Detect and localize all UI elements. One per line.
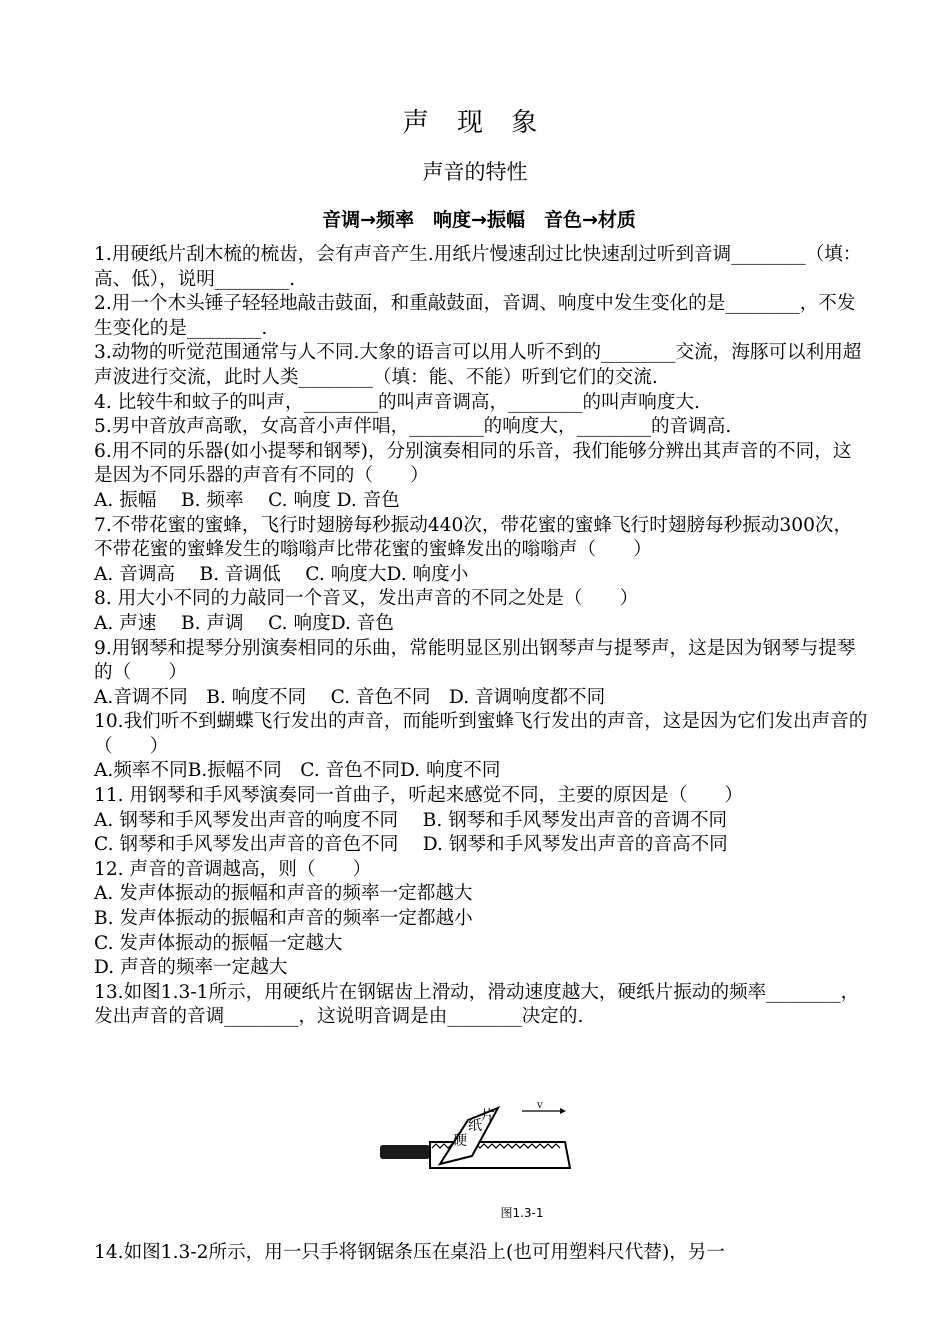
question-1: 1.用硬纸片刮木梳的梳齿，会有声音产生.用纸片慢速刮过比快速刮过听到音调________（填：高、低），说明________.: [94, 244, 862, 290]
velocity-label: v: [537, 1100, 543, 1111]
question-12-option-d: D. 声音的频率一定越大: [94, 957, 288, 979]
question-12-option-c: C. 发声体振动的振幅一定越大: [94, 932, 343, 954]
card-label-1: 硬: [453, 1133, 467, 1149]
question-12-option-b: B. 发声体振动的振幅和声音的频率一定都越小: [94, 908, 473, 930]
question-7: 7.不带花蜜的蜜蜂，飞行时翅膀每秒振动440次，带花蜜的蜜蜂飞行时翅膀每秒振动300次，不带花蜜的蜜蜂发生的嗡嗡声比带花蜜的蜜蜂发出的嗡嗡声（ ）: [94, 514, 853, 561]
velocity-arrowhead: [560, 1108, 566, 1114]
question-11-options-ab: A. 钢琴和手风琴发出声音的响度不同 B. 钢琴和手风琴发出声音的音调不同: [94, 809, 728, 831]
question-9: 9.用钢琴和提琴分别演奏相同的乐曲，常能明显区别出钢琴声与提琴声，这是因为钢琴与提琴的（ ）: [94, 637, 856, 684]
question-12: 12. 声音的音调越高，则（ ）: [94, 858, 372, 880]
question-11-options-cd: C. 钢琴和手风琴发出声音的音色不同 D. 钢琴和手风琴发出声音的音高不同: [94, 834, 728, 856]
question-12-option-a: A. 发声体振动的振幅和声音的频率一定都越大: [94, 883, 473, 905]
saw-handle: [380, 1145, 430, 1159]
card-label-3: 片: [481, 1108, 495, 1124]
question-8-options: A. 声速 B. 声调 C. 响度D. 音色: [94, 612, 394, 634]
question-list: [94, 243, 869, 1030]
question-13: 13.如图1.3-1所示，用硬纸片在钢锯齿上滑动，滑动速度越大，硬纸片振动的频率________，发出声音的音调________，这说明音调是由________决定的.: [94, 981, 860, 1028]
question-2: 2.用一个木头锤子轻轻地敲击鼓面，和重敲鼓面，音调、响度中发生变化的是________，不发生变化的是________.: [94, 293, 856, 339]
question-list-continued: [94, 1241, 869, 1266]
saw-and-card-figure: [380, 1098, 575, 1170]
figure-caption: 图1.3-1: [500, 1206, 544, 1220]
question-11: 11. 用钢琴和手风琴演奏同一首曲子，听起来感觉不同，主要的原因是（ ）: [94, 785, 744, 807]
question-9-options: A.音调不同 B. 响度不同 C. 音色不同 D. 音调响度都不同: [94, 686, 606, 708]
question-3: 3.动物的听觉范围通常与人不同.大象的语言可以用人听不到的________交流，海豚可以利用超声波进行交流，此时人类________（填：能、不能）听到它们的交流.: [94, 342, 862, 388]
question-5: 5.男中音放声高歌，女高音小声伴唱，________的响度大，________的音调高.: [94, 416, 732, 438]
key-points: 音调→频率 响度→振幅 音色→材质: [322, 209, 636, 231]
question-10: 10.我们听不到蝴蝶飞行发出的声音，而能听到蜜蜂飞行发出的声音，这是因为它们发出声音的（ ）: [94, 711, 868, 757]
question-6-options: A. 振幅 B. 频率 C. 响度 D. 音色: [94, 489, 400, 511]
question-14: 14.如图1.3-2所示，用一只手将钢锯条压在桌沿上(也可用塑料尺代替)，另一: [94, 1242, 725, 1263]
question-8: 8. 用大小不同的力敲同一个音叉，发出声音的不同之处是（ ）: [94, 588, 639, 610]
card-label-2: 纸: [468, 1118, 482, 1134]
page-title: 声 现 象: [402, 108, 548, 138]
question-4: 4. 比较牛和蚊子的叫声，________的叫声音调高，________的叫声响度大.: [94, 391, 700, 413]
question-6: 6.用不同的乐器(如小提琴和钢琴)，分别演奏相同的乐音，我们能够分辨出其声音的不同，这是因为不同乐器的声音有不同的（ ）: [94, 440, 852, 487]
question-7-options: A. 音调高 B. 音调低 C. 响度大D. 响度小: [94, 563, 469, 585]
section-subtitle: 声音的特性: [422, 160, 528, 184]
question-10-options: A.频率不同B.振幅不同 C. 音色不同D. 响度不同: [94, 760, 501, 782]
